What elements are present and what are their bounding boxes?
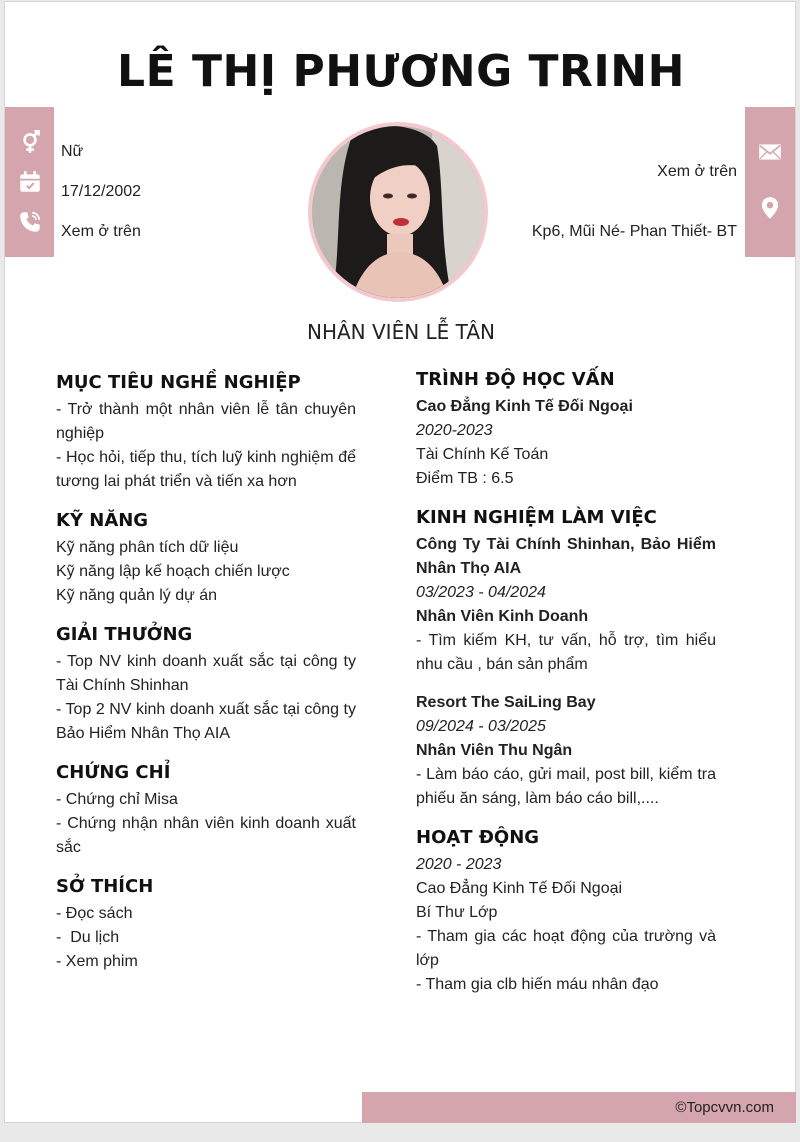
list-item: Kỹ năng lập kế hoạch chiến lược <box>56 563 290 580</box>
school-name: Cao Đẳng Kinh Tế Đối Ngoại <box>416 398 633 415</box>
candidate-name: LÊ THỊ PHƯƠNG TRINH <box>117 46 685 97</box>
list-item: - Xem phim <box>56 953 138 970</box>
calendar-icon <box>17 169 43 195</box>
list-item: - Tham gia clb hiến máu nhân đạo <box>416 976 659 993</box>
section-title: MỤC TIÊU NGHỀ NGHIỆP <box>56 372 301 393</box>
list-item: - Học hỏi, tiếp thu, tích luỹ kinh nghiệm để tương lai phát triển và tiến xa hơn <box>56 449 356 490</box>
gender-icon <box>17 129 43 155</box>
list-item: - Du lịch <box>56 929 120 946</box>
activity-period: 2020 - 2023 <box>416 856 502 873</box>
section-title: KINH NGHIỆM LÀM VIỆC <box>416 507 657 528</box>
address-value: Kp6, Mũi Né- Phan Thiết- BT <box>531 223 737 240</box>
section-title: TRÌNH ĐỘ HỌC VẤN <box>416 369 615 390</box>
job-title: NHÂN VIÊN LỄ TÂN <box>307 320 495 344</box>
avatar <box>308 122 488 302</box>
section-title: GIẢI THƯỞNG <box>56 624 193 645</box>
contact-left <box>61 132 141 252</box>
contact-right <box>532 142 737 262</box>
job-role: Nhân Viên Thu Ngân <box>416 742 573 759</box>
section-title: KỸ NĂNG <box>56 510 149 531</box>
gender-value: Nữ <box>61 143 84 160</box>
footer-credit: ©Topcvvn.com <box>362 1092 796 1123</box>
company-name: Công Ty Tài Chính Shinhan, Bảo Hiểm Nhân Thọ AIA <box>416 536 716 577</box>
awards-section <box>56 622 356 746</box>
spacer <box>416 677 716 691</box>
location-icon <box>757 195 783 221</box>
list-item: - Đọc sách <box>56 905 133 922</box>
right-icon-bar <box>745 107 795 257</box>
job-description: - Tìm kiếm KH, tư vấn, hỗ trợ, tìm hiểu nhu cầu , bán sản phẩm <box>416 632 716 673</box>
job-description: - Làm báo cáo, gửi mail, post bill, kiểm tra phiếu ăn sáng, làm báo cáo bill,.... <box>416 766 716 807</box>
left-column <box>56 370 356 988</box>
career-objective-section <box>56 370 356 494</box>
list-item: - Trở thành một nhân viên lễ tân chuyên nghiệp <box>56 401 356 442</box>
job-role: Nhân Viên Kinh Doanh <box>416 608 589 625</box>
experience-section <box>416 505 716 811</box>
education-gpa: Điểm TB : 6.5 <box>416 470 514 487</box>
right-column <box>416 367 716 1011</box>
birthday-value: 17/12/2002 <box>61 183 142 200</box>
hobbies-section <box>56 874 356 974</box>
education-period: 2020-2023 <box>416 422 493 439</box>
education-major: Tài Chính Kế Toán <box>416 446 549 463</box>
email-value: Xem ở trên <box>657 163 737 180</box>
avatar-photo <box>312 126 484 298</box>
email-icon <box>757 139 783 165</box>
education-section <box>416 367 716 491</box>
section-title: SỞ THÍCH <box>56 876 154 897</box>
list-item: - Chứng chỉ Misa <box>56 791 178 808</box>
list-item: Kỹ năng quản lý dự án <box>56 587 218 604</box>
list-item: - Chứng nhận nhân viên kinh doanh xuất sắc <box>56 815 356 856</box>
phone-value: Xem ở trên <box>61 223 141 240</box>
job-period: 09/2024 - 03/2025 <box>416 718 546 735</box>
skills-section <box>56 508 356 608</box>
phone-icon <box>17 209 43 235</box>
cv-page <box>4 1 796 1123</box>
job-period: 03/2023 - 04/2024 <box>416 584 546 601</box>
list-item: Kỹ năng phân tích dữ liệu <box>56 539 239 556</box>
section-title: HOẠT ĐỘNG <box>416 827 540 848</box>
certificates-section <box>56 760 356 860</box>
company-name: Resort The SaiLing Bay <box>416 694 596 711</box>
activities-section <box>416 825 716 997</box>
activity-role: Bí Thư Lớp <box>416 904 498 921</box>
list-item: - Top 2 NV kinh doanh xuất sắc tại công ty Bảo Hiểm Nhân Thọ AIA <box>56 701 356 742</box>
section-title: CHỨNG CHỈ <box>56 762 171 783</box>
list-item: - Tham gia các hoạt động của trường và lớp <box>416 928 716 969</box>
activity-organization: Cao Đẳng Kinh Tế Đối Ngoại <box>416 880 623 897</box>
left-icon-bar <box>5 107 54 257</box>
list-item: - Top NV kinh doanh xuất sắc tại công ty Tài Chính Shinhan <box>56 653 356 694</box>
